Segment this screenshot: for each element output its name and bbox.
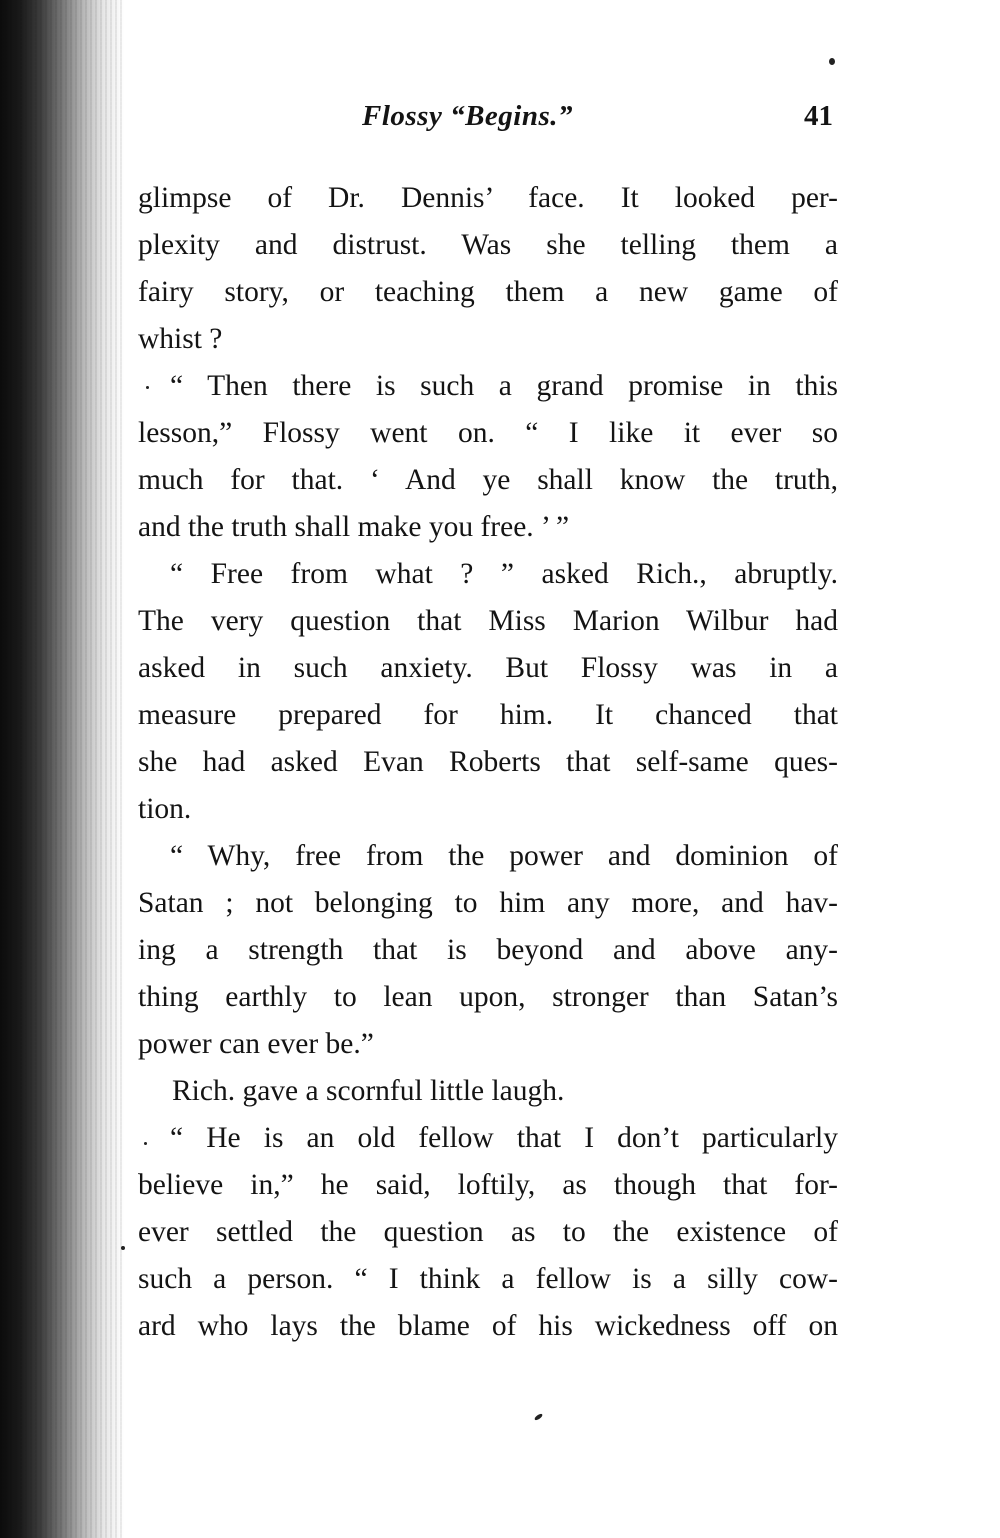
text-line: and the truth shall make you free. ’ ” bbox=[138, 511, 570, 543]
text-line: whist ? bbox=[138, 323, 223, 355]
page-number: 41 bbox=[804, 100, 833, 132]
text-line: tion. bbox=[138, 793, 192, 825]
text-line: ing a strength that is beyond and above any- bbox=[138, 934, 838, 966]
scan-speck bbox=[121, 1246, 125, 1250]
text-line: asked in such anxiety. But Flossy was in a bbox=[138, 652, 838, 684]
text-line: power can ever be.” bbox=[138, 1028, 374, 1060]
scan-speck bbox=[534, 1413, 544, 1421]
text-line: she had asked Evan Roberts that self-same ques- bbox=[138, 746, 838, 778]
scan-speck bbox=[144, 1142, 147, 1145]
scan-speck bbox=[146, 386, 149, 389]
text-line: “ Then there is such a grand promise in this bbox=[170, 370, 838, 402]
text-line: believe in,” he said, loftily, as though that for- bbox=[138, 1169, 838, 1201]
text-line: ever settled the question as to the existence of bbox=[138, 1216, 838, 1248]
text-line: measure prepared for him. It chanced that bbox=[138, 699, 838, 731]
text-line: ard who lays the blame of his wickedness off on bbox=[138, 1310, 838, 1342]
text-line: lesson,” Flossy went on. “ I like it ever so bbox=[138, 417, 838, 449]
text-line: The very question that Miss Marion Wilbur had bbox=[138, 605, 838, 637]
text-line: “ Why, free from the power and dominion of bbox=[170, 840, 838, 872]
text-line: such a person. “ I think a fellow is a silly cow- bbox=[138, 1263, 838, 1295]
text-line: Satan ; not belonging to him any more, and hav- bbox=[138, 887, 838, 919]
text-line: plexity and distrust. Was she telling them a bbox=[138, 229, 838, 261]
text-line: much for that. ‘ And ye shall know the truth, bbox=[138, 464, 838, 496]
text-line: “ Free from what ? ” asked Rich., abruptly. bbox=[170, 558, 838, 590]
text-line: thing earthly to lean upon, stronger than Satan’s bbox=[138, 981, 838, 1013]
text-line: glimpse of Dr. Dennis’ face. It looked per- bbox=[138, 182, 838, 214]
text-line: “ He is an old fellow that I don’t particularly bbox=[170, 1122, 838, 1154]
scan-noise-texture bbox=[0, 0, 125, 1538]
running-head-title: Flossy “Begins.” bbox=[362, 100, 574, 132]
text-line: Rich. gave a scornful little laugh. bbox=[172, 1075, 565, 1107]
text-line: fairy story, or teaching them a new game of bbox=[138, 276, 838, 308]
scan-speck bbox=[829, 58, 835, 65]
